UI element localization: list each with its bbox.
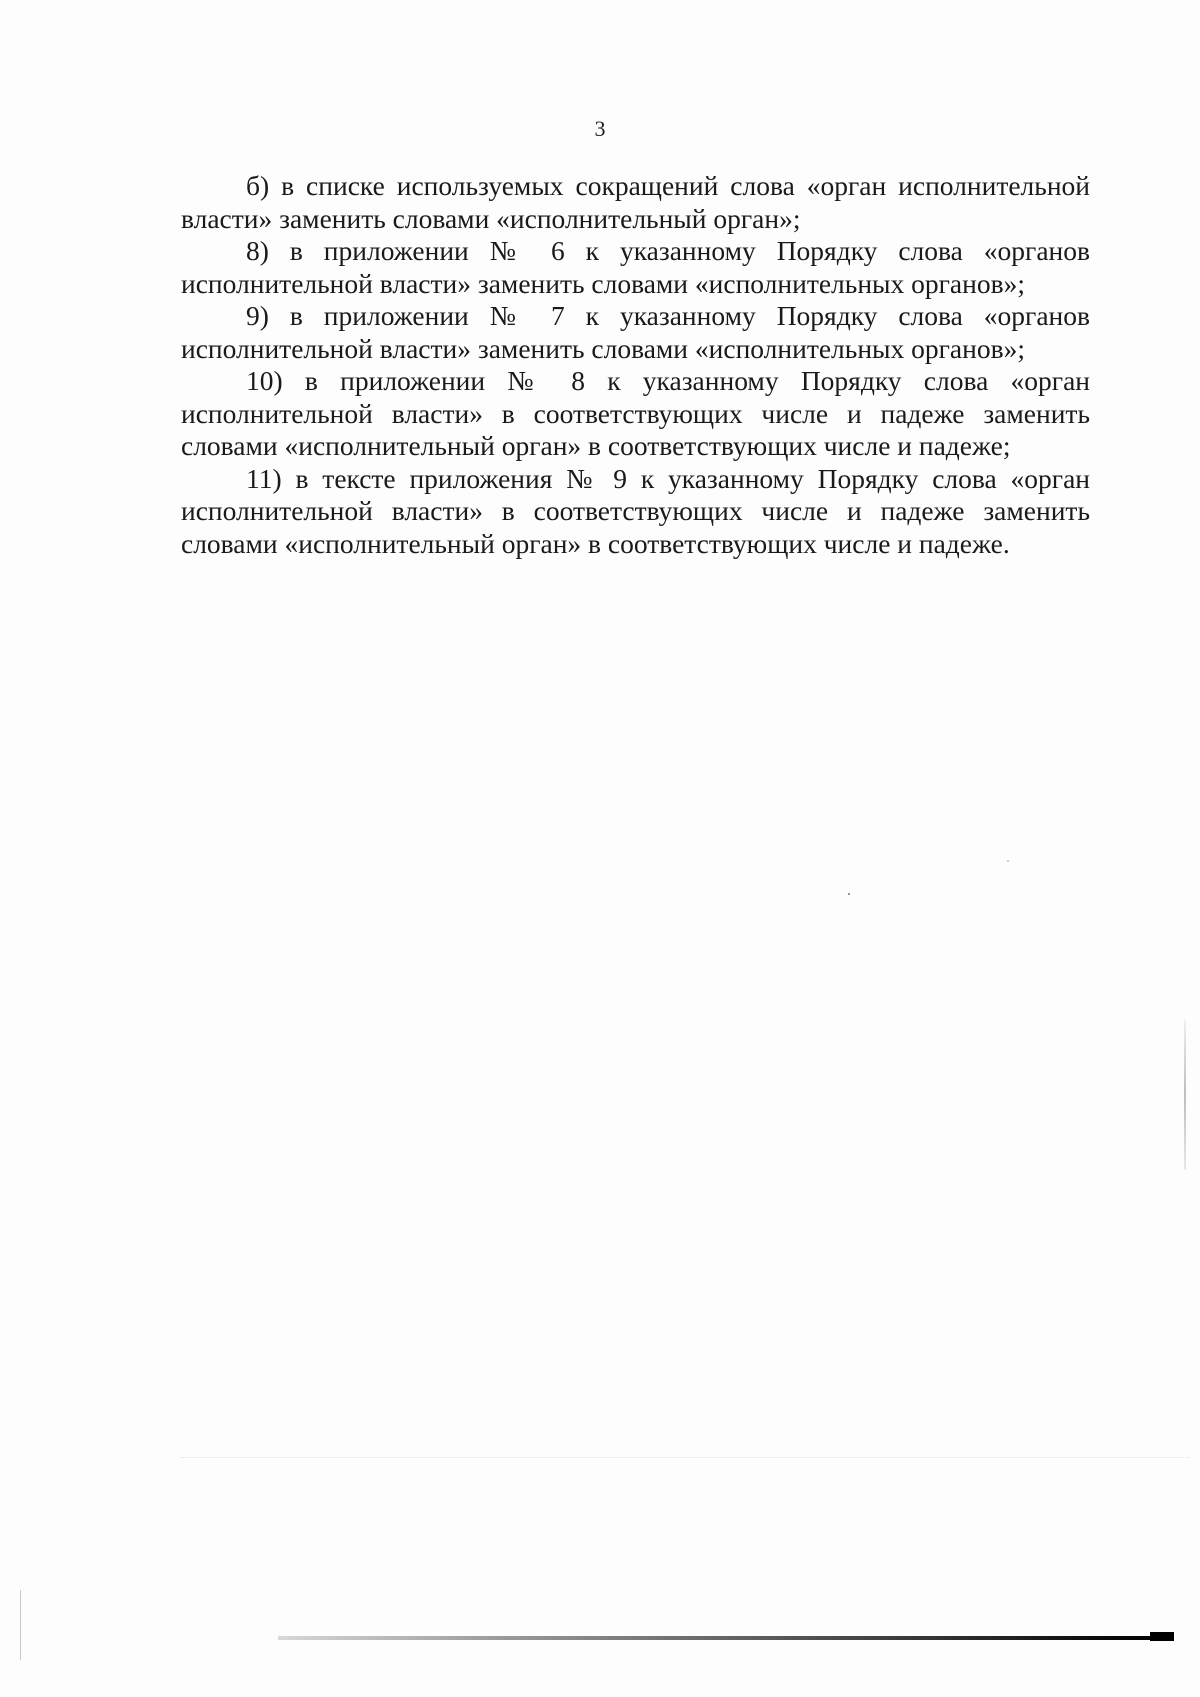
page-number: 3 xyxy=(594,116,606,141)
paragraph-11: 11) в тексте приложения № 9 к указанному Порядку слова «орган исполнительной власти» в соответствующих числе и падеже заменить словами «исполнительный орган» в соответствующих числе и падеже. xyxy=(181,462,1090,559)
paragraph-10: 10) в приложении № 8 к указанному Порядку слова «орган исполнительной власти» в соответствующих числе и падеже заменить словами «исполнительный орган» в соответствующих числе и падеже; xyxy=(181,365,1090,461)
paragraph-9: 9) в приложении № 7 к указанному Порядку слова «органов исполнительной власти» заменить словами «исполнительных органов»; xyxy=(181,300,1090,364)
document-body xyxy=(181,170,1090,560)
scan-dotted-artifact xyxy=(180,1457,1190,1459)
scan-speck xyxy=(848,893,850,895)
scan-speck xyxy=(1007,860,1009,862)
scan-edge-artifact-right xyxy=(1184,1020,1186,1170)
scan-bottom-edge-cap xyxy=(1150,1632,1174,1641)
paragraph-8: 8) в приложении № 6 к указанному Порядку слова «органов исполнительной власти» заменить словами «исполнительных органов»; xyxy=(181,235,1090,299)
scan-bottom-edge-artifact xyxy=(278,1636,1174,1640)
scan-edge-artifact-left xyxy=(20,1590,21,1660)
paragraph-b: б) в списке используемых сокращений слова «орган исполнительной власти» заменить словами «исполнительный орган»; xyxy=(181,170,1090,234)
